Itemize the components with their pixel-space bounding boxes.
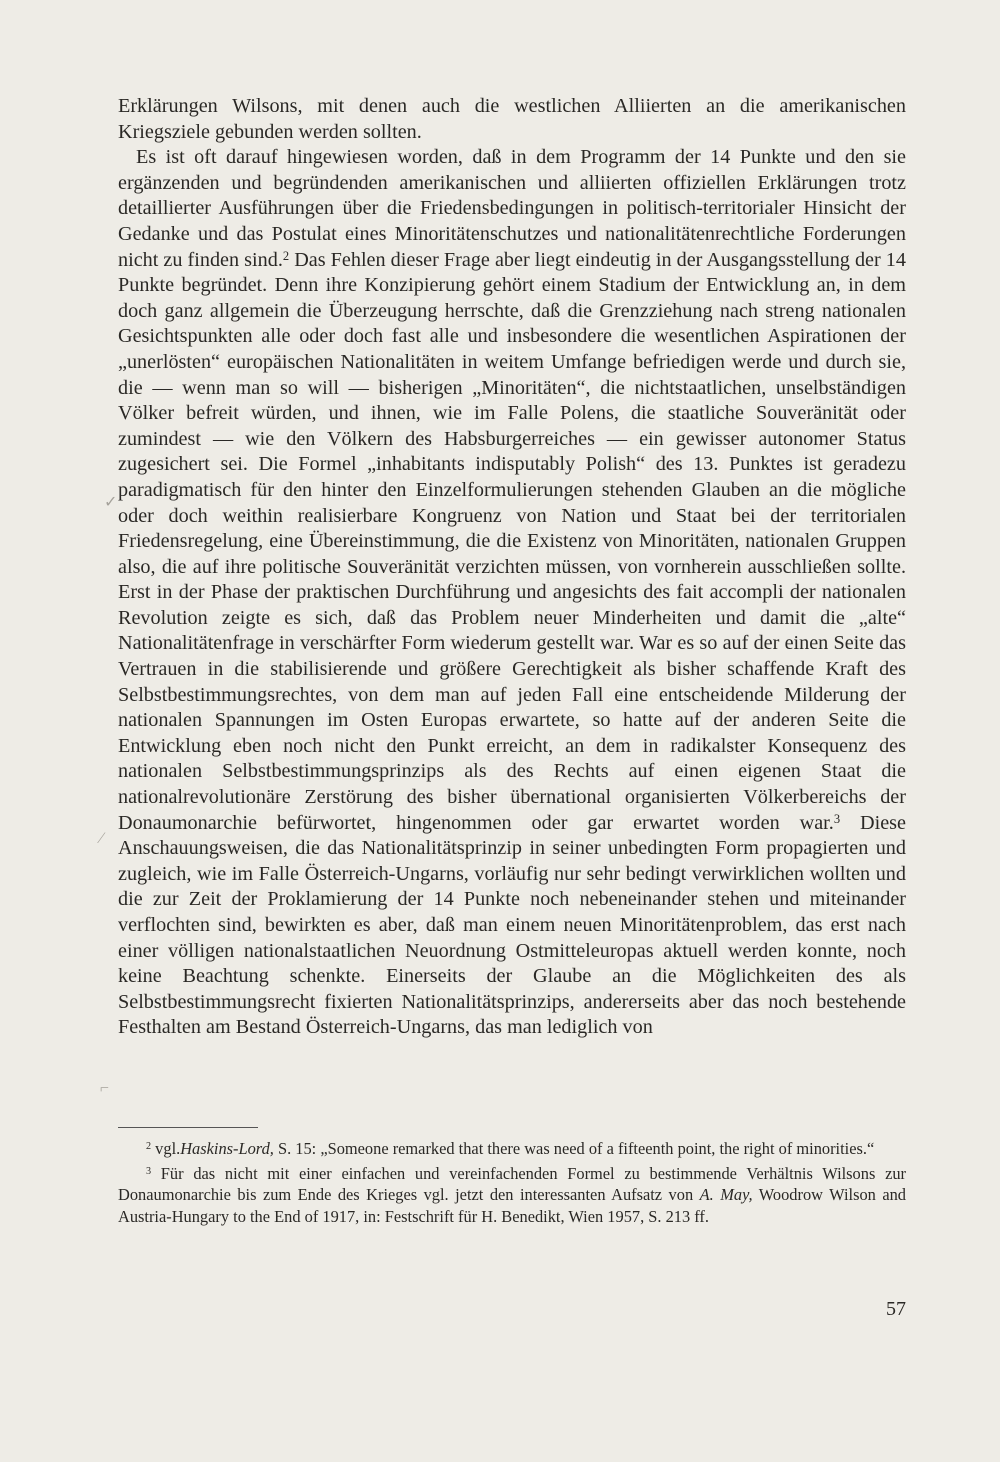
footnotes xyxy=(118,1138,906,1230)
body-text xyxy=(118,94,906,1041)
footnote-reference: 3 xyxy=(833,811,841,826)
footnote: $^3$ Für das nicht mit einer einfachen und vereinfachenden Formel zu bestimmende Verhältnis Wilsons zur Donaumonarchie bis zum Ende des Krieges vgl. jetzt den interessanten Aufsatz von A. May, Woodrow Wilson and Austria-Hungary to the End of 1917, in: Festschrift für H. Benedikt, Wien 1957, S. 213 ff. xyxy=(118,1163,907,1226)
footnote-divider xyxy=(118,1127,258,1128)
margin-pencil-mark: ✓ xyxy=(104,494,118,511)
margin-pencil-mark: ⁄ xyxy=(100,830,103,847)
paragraph: Erklärungen Wilsons, mit denen auch die westlichen Alliierten an die amerikanischen Kriegsziele gebunden werden sollten. xyxy=(118,95,906,143)
paragraph: Es ist oft darauf hingewiesen worden, daß in dem Programm der 14 Punkte und den sie ergänzenden und begründenden amerikanischen und alliierten offiziellen Erklärungen trotz detaillierter Ausführungen über die Friedensbedingungen in politisch-territorialer Hinsicht der Gedanke und das Postulat eines Minoritätenschutzes und nationalitätenrechtliche Forderungen nicht zu finden sind.$^2$ Das Fehlen dieser Frage aber liegt eindeutig in der Ausgangsstellung der 14 Punkte begründet. Denn ihre Konzipierung gehört einem Stadium der Entwicklung an, in dem doch ganz allgemein die Überzeugung herrschte, daß die Grenzziehung nach streng nationalen Gesichtspunkten alle oder doch fast alle und insbesondere die wesentlichen Aspirationen der „unerlösten“ europäischen Nationalitäten in weitem Umfange befriedigen werde und durch sie, die — wenn man so will — bisherigen „Minoritäten“, die nichtstaatlichen, unselbständigen Völker befreit würden, und ihnen, wie im Falle Polens, die staatliche Souveränität oder zumindest — wie den Völkern des Habsburgerreiches — ein gewisser autonomer Status zugesichert sei. Die Formel „inhabitants indisputably Polish“ des 13. Punktes ist geradezu paradigmatisch für den hinter den Einzelformulierungen stehenden Glauben an die mögliche oder doch weithin realisierbare Kongruenz von Nation und Staat bei der territorialen Friedensregelung, eine Übereinstimmung, die die Existenz von Minoritäten, nationalen Gruppen also, die auf ihre politische Souveränität verzichten müssen, von vornherein ausschließen sollte. Erst in der Phase der praktischen Durchführung und angesichts des fait accompli der nationalen Revolution zeigte es sich, daß das Problem neuer Minderheiten und damit die „alte“ Nationalitätenfrage in verschärfter Form wiederum gestellt war. War es so auf der einen Seite das Vertrauen in die stabilisierende und größere Gerechtigkeit als bisher schaffende Kraft des Selbstbestimmungsrechtes, von dem man auf jeden Fall eine entscheidende Milderung der nationalen Spannungen im Osten Europas erwartete, so hatte auf der anderen Seite die Entwicklung eben noch nicht den Punkt erreicht, an dem in radikalster Konsequenz des nationalen Selbstbestimmungsprinzips als des Rechts auf einen eigenen Staat die nationalrevolutionäre Zerstörung des bisher übernational organisierten Völkerbereichs der Donaumonarchie befürwortet, hingenommen oder gar erwartet worden war.$^3$ Diese Anschauungsweisen, die das Nationalitätsprinzip in seiner unbedingten Form propagierten und zugleich, wie im Falle Österreich-Ungarns, vorläufig nur sehr bedingt verwirklichen wollten und die zur Zeit der Proklamierung der 14 Punkte noch nebeneinander stehen und miteinander verflochten sind, bewirkten es aber, daß man einem neuen Minoritätenproblem, das erst nach einer völligen nationalstaatlichen Neuordnung Ostmitteleuropas aktuell werden konnte, noch keine Beachtung schenkte. Einerseits der Glaube an die Möglichkeiten des als Selbstbestimmungsrecht fixierten Nationalitätsprinzips, andererseits aber das noch bestehende Festhalten am Bestand Österreich-Ungarns, das man lediglich von xyxy=(118,146,906,1039)
page-number: 57 xyxy=(886,1298,906,1320)
margin-pencil-mark: ⌐ xyxy=(100,1080,110,1097)
footnote-reference: 2 xyxy=(282,248,290,263)
footnote: $^2$ vgl.Haskins-Lord, S. 15: „Someone remarked that there was need of a fifteenth point, the right of minorities.“ xyxy=(146,1139,875,1158)
